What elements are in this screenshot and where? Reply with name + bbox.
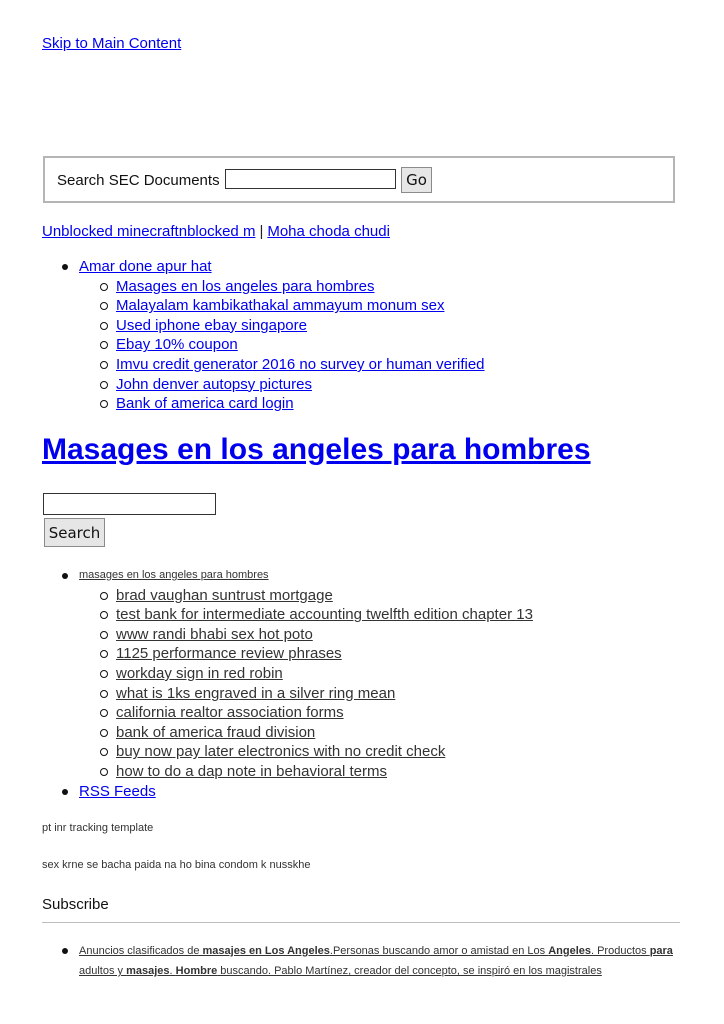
links-sublink[interactable]: brad vaughan suntrust mortgage bbox=[116, 586, 333, 604]
related-links bbox=[0, 566, 533, 801]
breadcrumb-link-1[interactable]: Unblocked minecraftnblocked m bbox=[42, 223, 256, 240]
nav-subitem bbox=[0, 355, 485, 375]
excerpt-highlight: masajes bbox=[126, 965, 170, 977]
links-sublink[interactable]: bank of america fraud division bbox=[116, 723, 316, 741]
sec-search-form bbox=[43, 156, 675, 203]
subscribe-item bbox=[0, 941, 724, 981]
rss-item bbox=[0, 782, 533, 802]
links-subitem bbox=[0, 742, 533, 762]
nav-subitem bbox=[0, 277, 485, 297]
excerpt-highlight: Angeles bbox=[548, 945, 591, 957]
search-label: Search SEC Documents bbox=[57, 172, 220, 189]
links-top-link[interactable]: masages en los angeles para hombres bbox=[79, 569, 269, 581]
breadcrumb bbox=[42, 223, 390, 240]
sec-search-input[interactable] bbox=[225, 169, 396, 189]
divider bbox=[42, 922, 680, 923]
nav-item bbox=[0, 257, 485, 414]
nav-sublink[interactable]: John denver autopsy pictures bbox=[116, 375, 312, 393]
subscribe-heading: Subscribe bbox=[42, 896, 109, 913]
links-subitem bbox=[0, 625, 533, 645]
nav-sublink[interactable]: Malayalam kambikathakal ammayum monum sex bbox=[116, 297, 445, 315]
nav-sublink[interactable]: Masages en los angeles para hombres bbox=[116, 277, 375, 295]
excerpt-text: .Personas buscando amor o amistad en Los bbox=[329, 945, 549, 957]
text-line-2: sex krne se bacha paida na ho bina condom k nusskhe bbox=[42, 859, 311, 871]
links-item bbox=[0, 566, 533, 782]
links-sublink[interactable]: buy now pay later electronics with no credit check bbox=[116, 743, 446, 761]
links-subitem bbox=[0, 664, 533, 684]
links-sublink[interactable]: how to do a dap note in behavioral terms bbox=[116, 762, 388, 780]
links-sublink[interactable]: www randi bhabi sex hot poto bbox=[116, 625, 313, 643]
links-subitem bbox=[0, 644, 533, 664]
nav-sublink[interactable]: Imvu credit generator 2016 no survey or human verified bbox=[116, 355, 485, 373]
subscribe-list bbox=[0, 941, 724, 981]
sidebar-search-button[interactable]: Search bbox=[44, 518, 105, 547]
page-title bbox=[42, 432, 591, 468]
nav-sublink[interactable]: Used iphone ebay singapore bbox=[116, 316, 307, 334]
excerpt-link[interactable] bbox=[79, 945, 673, 977]
nav-sublink[interactable]: Bank of america card login bbox=[116, 395, 294, 413]
breadcrumb-link-2[interactable]: Moha choda chudi bbox=[267, 223, 390, 240]
nav-subitem bbox=[0, 316, 485, 336]
nav-link-top[interactable]: Amar done apur hat bbox=[79, 258, 212, 275]
excerpt-highlight: masajes en Los Angeles bbox=[202, 945, 330, 957]
sidebar-search-input[interactable] bbox=[43, 493, 216, 515]
nav-sublink[interactable]: Ebay 10% coupon bbox=[116, 336, 238, 354]
excerpt-highlight: para bbox=[649, 945, 673, 957]
excerpt-highlight: Hombre bbox=[175, 965, 218, 977]
links-subitem bbox=[0, 684, 533, 704]
nav-subitem bbox=[0, 335, 485, 355]
breadcrumb-separator: | bbox=[259, 223, 264, 240]
nav-subitem bbox=[0, 375, 485, 395]
text-line-1: pt inr tracking template bbox=[42, 822, 154, 834]
links-subitem bbox=[0, 605, 533, 625]
nav-subitem bbox=[0, 394, 485, 414]
links-sublink[interactable]: workday sign in red robin bbox=[116, 664, 283, 682]
excerpt-text: buscando. Pablo Martínez, creador del concepto, se inspiró en los magistrales bbox=[217, 965, 602, 977]
go-button[interactable]: Go bbox=[401, 167, 432, 193]
links-sublink[interactable]: 1125 performance review phrases bbox=[116, 645, 342, 663]
links-sublink[interactable]: california realtor association forms bbox=[116, 704, 344, 722]
skip-to-main-content-link[interactable]: Skip to Main Content bbox=[42, 35, 182, 52]
links-sublink[interactable]: what is 1ks engraved in a silver ring mean bbox=[116, 684, 396, 702]
links-sublink[interactable]: test bank for intermediate accounting twelfth edition chapter 13 bbox=[116, 606, 533, 624]
excerpt-text: Anuncios clasificados de bbox=[79, 945, 203, 957]
nav-subitem bbox=[0, 296, 485, 316]
excerpt-text: adultos y bbox=[79, 965, 127, 977]
rss-feeds-link[interactable]: RSS Feeds bbox=[79, 782, 156, 800]
links-subitem bbox=[0, 703, 533, 723]
page-title-link[interactable]: Masages en los angeles para hombres bbox=[42, 433, 591, 466]
links-subitem bbox=[0, 586, 533, 606]
top-nav bbox=[0, 257, 485, 414]
links-subitem bbox=[0, 762, 533, 782]
links-subitem bbox=[0, 723, 533, 743]
excerpt-text: . bbox=[169, 965, 176, 977]
excerpt-text: . Productos bbox=[590, 945, 650, 957]
